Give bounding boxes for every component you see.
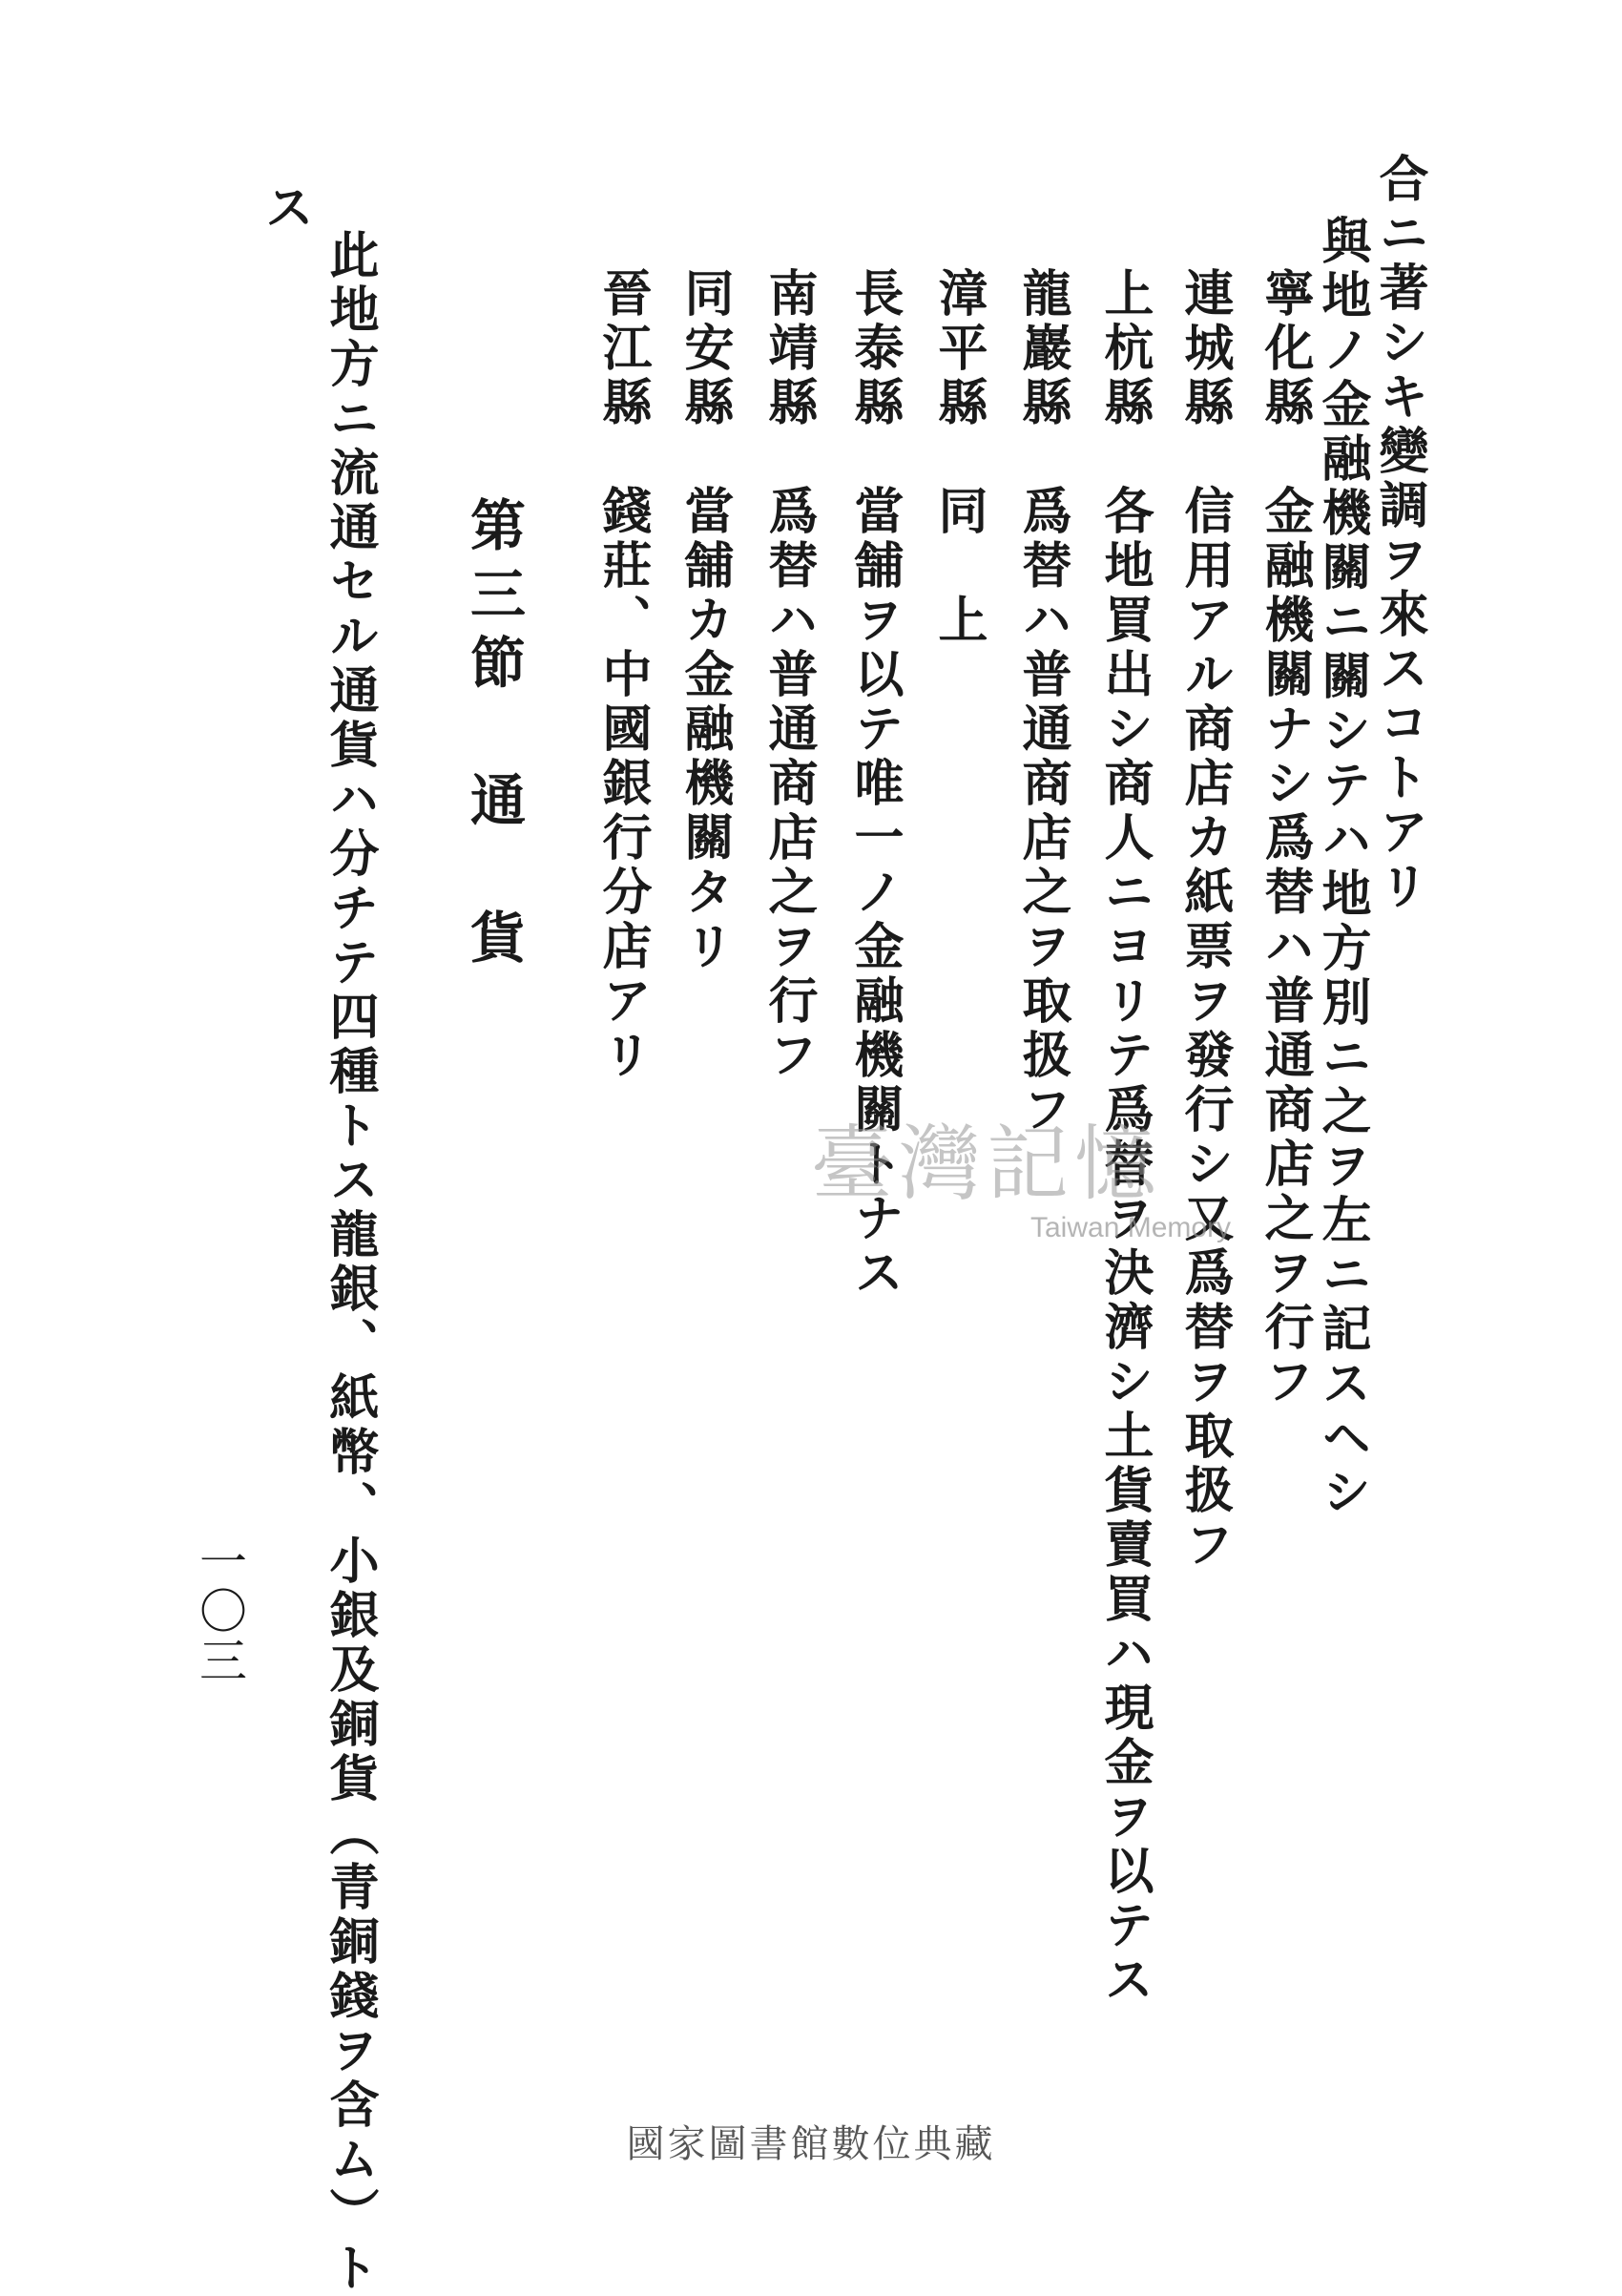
text-column-currency: 此地方ニ流通セル通貨ハ分チテ四種トス龍銀、紙幣、小銀及銅貨（青銅錢ヲ含ム）ト	[321, 229, 379, 2296]
text-column-shanghang: 上杭縣 各地買出シ商人ニヨリテ爲替ヲ決濟シ土貨賣買ハ現金ヲ以テス	[1095, 267, 1154, 2008]
text-column-nanjing: 南靖縣 爲替ハ普通商店之ヲ行フ	[759, 267, 818, 1083]
text-column-ninghua: 寧化縣 金融機關ナシ爲替ハ普通商店之ヲ行フ	[1256, 267, 1314, 1409]
text-column-longyan: 龍巖縣 爲替ハ普通商店之ヲ取扱フ	[1013, 267, 1071, 1138]
text-column-liancheng: 連城縣 信用アル商店カ紙票ヲ發行シ又爲替ヲ取扱フ	[1175, 267, 1234, 1573]
text-column-jinjiang: 晉江縣 錢莊、中國銀行分店アリ	[593, 267, 652, 1083]
watermark-subtext: Taiwan Memory	[1030, 1212, 1232, 1243]
text-column-tongan: 同安縣 當舗カ金融機關タリ	[676, 267, 734, 974]
watermark-logo: 臺灣記憶	[811, 1117, 1162, 1212]
text-column-2: 與地ノ金融機關ニ關シテハ地方別ニ之ヲ左ニ記スヘシ	[1313, 215, 1371, 1520]
text-column-changtai: 長泰縣 當舗ヲ以テ唯一ノ金融機關トナス	[845, 267, 904, 1301]
text-column-zhangping: 漳平縣 同 上	[929, 267, 988, 648]
text-column-continuation: ス	[256, 181, 314, 236]
page-number: 一〇三	[192, 1536, 247, 1685]
library-footer: 國家圖書館數位典藏	[626, 2122, 996, 2166]
text-column-1: 合ニ著シキ變調ヲ來スコトアリ	[1370, 153, 1428, 914]
section-heading: 第三節 通 貨	[461, 496, 526, 977]
